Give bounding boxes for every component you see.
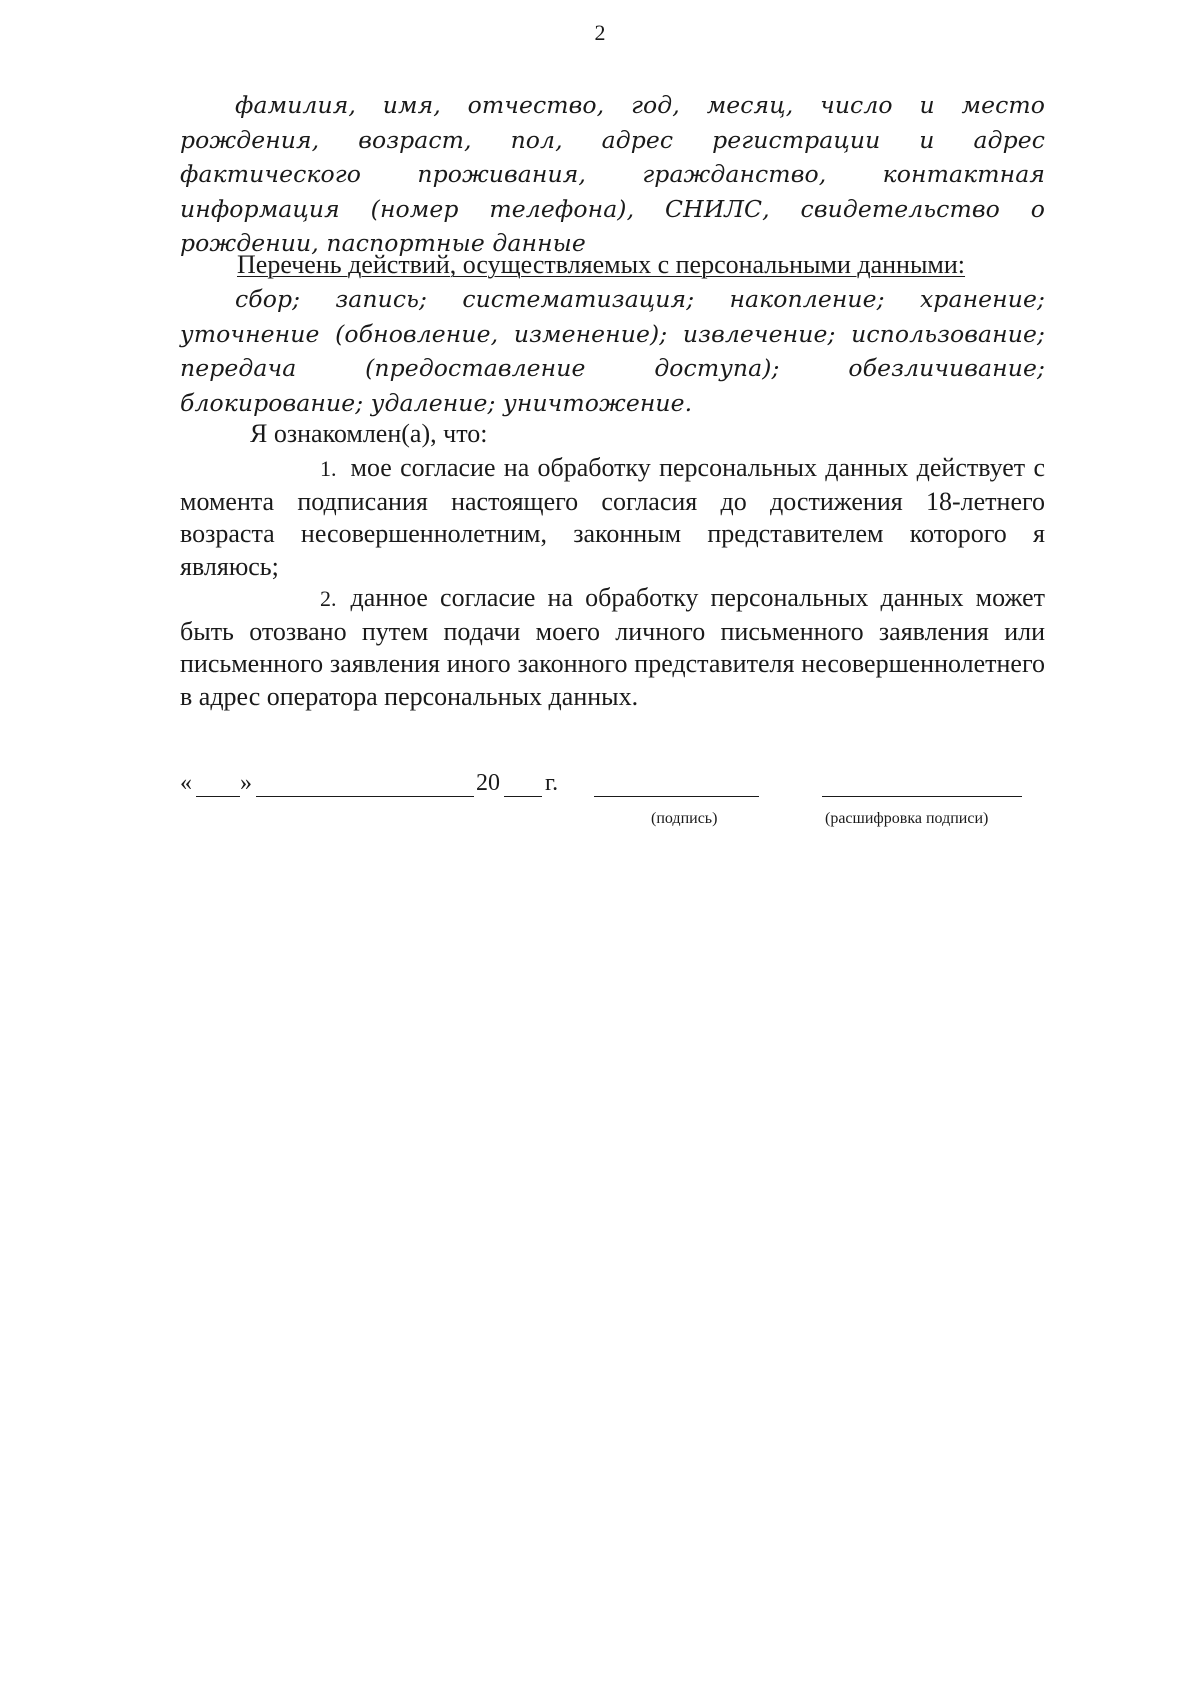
actions-list: сбор; запись; систематизация; накопление; хранение; уточнение (обновление, изменение); извлечение; использование; передача (предоставление доступа); обезличивание; блокирование; удаление; уничтожение. [180, 285, 1045, 417]
item-text: данное согласие на обработку персональных данных может быть отозвано путем подачи моего личного письменного заявления или письменного заявления иного законного представителя несовершеннолетнего в адрес оператора персональных данных. [180, 583, 1045, 711]
signature-caption: (подпись) [651, 810, 718, 827]
item-text: мое согласие на обработку персональных данных действует с момента подписания настоящего согласия до достижения 18-летнего возраста несовершеннолетним, законным представителем которого я являюсь; [180, 453, 1045, 581]
page-number: 2 [594, 20, 606, 45]
item-number: 2. [320, 586, 337, 611]
year-suffix: г. [545, 770, 559, 796]
month-blank[interactable] [256, 796, 474, 797]
numbered-item [180, 452, 1045, 583]
signature-decoding-caption: (расшифровка подписи) [825, 810, 989, 827]
year-prefix: 20 [476, 770, 500, 796]
date-open-quote: « [180, 770, 192, 796]
day-blank[interactable] [196, 796, 240, 797]
acquainted-intro: Я ознакомлен(а), что: [250, 419, 488, 448]
personal-data-list: фамилия, имя, отчество, год, месяц, число и место рождения, возраст, пол, адрес регистрации и адрес фактического проживания, гражданство, контактная информация (номер телефона), СНИЛС, свидетельство о рождении, паспортные данные [180, 91, 1045, 257]
date-close-quote: » [240, 770, 252, 796]
item-number: 1. [320, 456, 337, 481]
year-blank[interactable] [504, 796, 542, 797]
signature-blank[interactable] [594, 796, 759, 797]
numbered-item [180, 582, 1045, 713]
actions-heading: Перечень действий, осуществляемых с персональными данными: [237, 250, 966, 279]
signature-decoding-blank[interactable] [822, 796, 1022, 797]
